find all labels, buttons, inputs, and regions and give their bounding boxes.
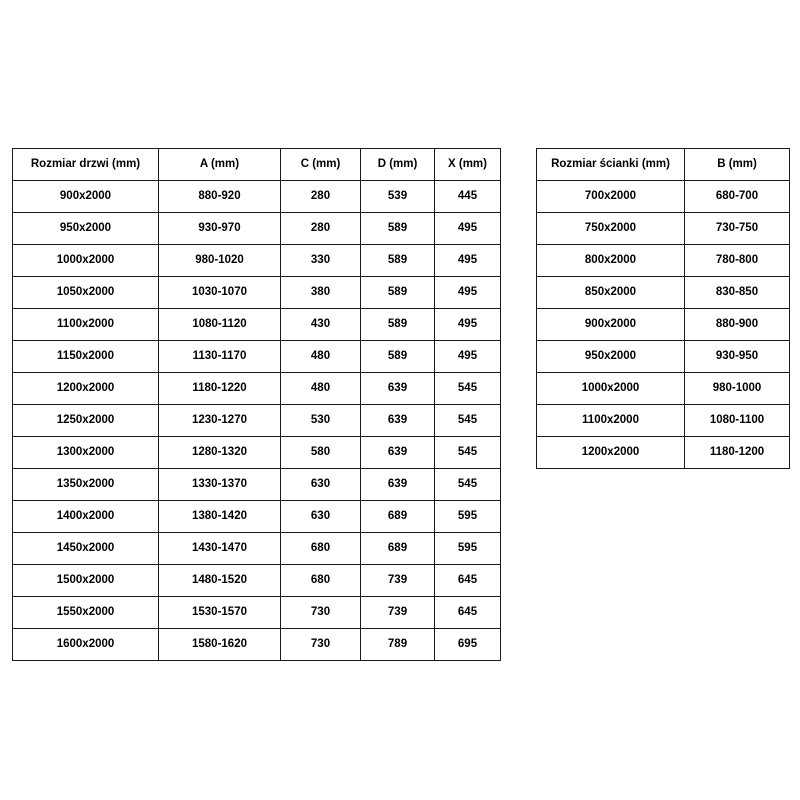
cell-wall-size: 1200x2000 (537, 437, 685, 469)
table-row (537, 213, 790, 245)
cell-c: 330 (281, 245, 361, 277)
cell-b: 980-1000 (685, 373, 790, 405)
table-row (537, 341, 790, 373)
cell-a: 1280-1320 (159, 437, 281, 469)
cell-door-size: 1300x2000 (13, 437, 159, 469)
table-row (13, 245, 501, 277)
table-row (537, 245, 790, 277)
cell-d: 639 (361, 469, 435, 501)
cell-door-size: 1600x2000 (13, 629, 159, 661)
cell-c: 680 (281, 565, 361, 597)
table-row (13, 277, 501, 309)
cell-door-size: 1250x2000 (13, 405, 159, 437)
wall-size-table-container (536, 148, 790, 469)
cell-x: 545 (435, 437, 501, 469)
cell-wall-size: 850x2000 (537, 277, 685, 309)
column-header-a: A (mm) (159, 149, 281, 181)
cell-x: 445 (435, 181, 501, 213)
cell-x: 695 (435, 629, 501, 661)
cell-door-size: 1200x2000 (13, 373, 159, 405)
cell-c: 630 (281, 501, 361, 533)
cell-b: 830-850 (685, 277, 790, 309)
cell-c: 430 (281, 309, 361, 341)
cell-wall-size: 1100x2000 (537, 405, 685, 437)
cell-x: 495 (435, 277, 501, 309)
cell-door-size: 1450x2000 (13, 533, 159, 565)
cell-door-size: 1400x2000 (13, 501, 159, 533)
cell-x: 645 (435, 565, 501, 597)
cell-a: 1080-1120 (159, 309, 281, 341)
cell-door-size: 1550x2000 (13, 597, 159, 629)
cell-door-size: 1000x2000 (13, 245, 159, 277)
cell-d: 789 (361, 629, 435, 661)
table-row (13, 533, 501, 565)
cell-a: 1180-1220 (159, 373, 281, 405)
cell-a: 1530-1570 (159, 597, 281, 629)
table-row (13, 437, 501, 469)
table-row (13, 629, 501, 661)
cell-b: 1080-1100 (685, 405, 790, 437)
table-row (13, 565, 501, 597)
cell-d: 589 (361, 309, 435, 341)
cell-c: 480 (281, 373, 361, 405)
table-row (537, 181, 790, 213)
cell-c: 630 (281, 469, 361, 501)
column-header-x: X (mm) (435, 149, 501, 181)
cell-b: 730-750 (685, 213, 790, 245)
cell-b: 780-800 (685, 245, 790, 277)
cell-wall-size: 800x2000 (537, 245, 685, 277)
cell-x: 495 (435, 213, 501, 245)
cell-a: 1230-1270 (159, 405, 281, 437)
cell-d: 589 (361, 213, 435, 245)
cell-a: 1430-1470 (159, 533, 281, 565)
cell-d: 689 (361, 501, 435, 533)
cell-b: 680-700 (685, 181, 790, 213)
cell-door-size: 1350x2000 (13, 469, 159, 501)
cell-c: 680 (281, 533, 361, 565)
doors-size-table-container (12, 148, 501, 661)
cell-d: 589 (361, 245, 435, 277)
cell-c: 730 (281, 597, 361, 629)
table-row (13, 469, 501, 501)
table-row (537, 373, 790, 405)
cell-a: 930-970 (159, 213, 281, 245)
cell-x: 495 (435, 341, 501, 373)
cell-c: 580 (281, 437, 361, 469)
cell-d: 739 (361, 597, 435, 629)
table-row (537, 309, 790, 341)
cell-wall-size: 750x2000 (537, 213, 685, 245)
cell-c: 730 (281, 629, 361, 661)
table-row (13, 373, 501, 405)
table-row (13, 213, 501, 245)
cell-d: 689 (361, 533, 435, 565)
cell-door-size: 1150x2000 (13, 341, 159, 373)
cell-a: 1330-1370 (159, 469, 281, 501)
cell-a: 1380-1420 (159, 501, 281, 533)
column-header-c: C (mm) (281, 149, 361, 181)
table-row (537, 405, 790, 437)
cell-c: 380 (281, 277, 361, 309)
cell-door-size: 900x2000 (13, 181, 159, 213)
cell-door-size: 1100x2000 (13, 309, 159, 341)
cell-a: 980-1020 (159, 245, 281, 277)
cell-a: 880-920 (159, 181, 281, 213)
cell-door-size: 1050x2000 (13, 277, 159, 309)
cell-d: 739 (361, 565, 435, 597)
column-header-door-size: Rozmiar drzwi (mm) (13, 149, 159, 181)
table-row (13, 181, 501, 213)
cell-a: 1030-1070 (159, 277, 281, 309)
table-header-row (13, 149, 501, 181)
cell-x: 495 (435, 309, 501, 341)
cell-c: 480 (281, 341, 361, 373)
table-row (537, 277, 790, 309)
column-header-d: D (mm) (361, 149, 435, 181)
cell-b: 1180-1200 (685, 437, 790, 469)
table-row (13, 405, 501, 437)
cell-x: 595 (435, 501, 501, 533)
cell-d: 589 (361, 341, 435, 373)
cell-door-size: 950x2000 (13, 213, 159, 245)
cell-x: 595 (435, 533, 501, 565)
cell-wall-size: 1000x2000 (537, 373, 685, 405)
cell-wall-size: 900x2000 (537, 309, 685, 341)
cell-a: 1130-1170 (159, 341, 281, 373)
cell-d: 589 (361, 277, 435, 309)
cell-c: 280 (281, 213, 361, 245)
table-row (13, 597, 501, 629)
column-header-b: B (mm) (685, 149, 790, 181)
cell-x: 545 (435, 373, 501, 405)
doors-size-table (12, 148, 501, 661)
cell-door-size: 1500x2000 (13, 565, 159, 597)
table-row (537, 437, 790, 469)
cell-c: 530 (281, 405, 361, 437)
cell-c: 280 (281, 181, 361, 213)
cell-wall-size: 700x2000 (537, 181, 685, 213)
cell-d: 539 (361, 181, 435, 213)
column-header-wall-size: Rozmiar ścianki (mm) (537, 149, 685, 181)
cell-x: 545 (435, 405, 501, 437)
cell-b: 880-900 (685, 309, 790, 341)
wall-size-table (536, 148, 790, 469)
cell-x: 645 (435, 597, 501, 629)
cell-x: 545 (435, 469, 501, 501)
table-row (13, 501, 501, 533)
cell-x: 495 (435, 245, 501, 277)
table-row (13, 309, 501, 341)
table-header-row (537, 149, 790, 181)
cell-b: 930-950 (685, 341, 790, 373)
cell-wall-size: 950x2000 (537, 341, 685, 373)
cell-a: 1580-1620 (159, 629, 281, 661)
table-row (13, 341, 501, 373)
cell-a: 1480-1520 (159, 565, 281, 597)
cell-d: 639 (361, 437, 435, 469)
cell-d: 639 (361, 373, 435, 405)
cell-d: 639 (361, 405, 435, 437)
